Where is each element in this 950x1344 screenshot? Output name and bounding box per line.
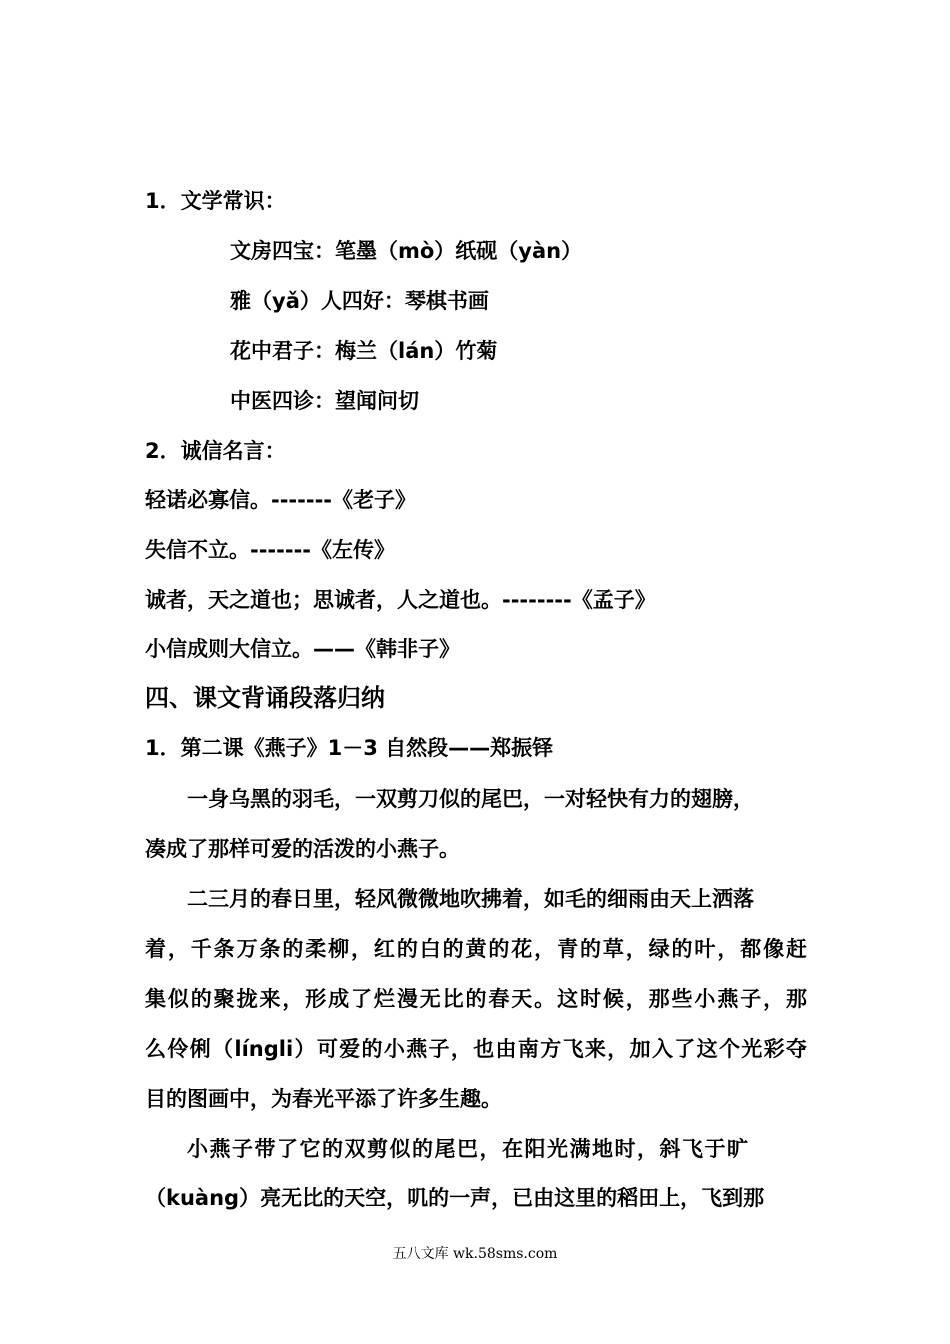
quote-line: 轻诺必寡信。-------《老子》 — [145, 488, 417, 512]
lesson-heading: 1．第二课《燕子》1－3 自然段——郑振铎 — [145, 736, 554, 760]
paragraph-line: 么伶俐（língli）可爱的小燕子，也由南方飞来，加入了这个光彩夺 — [145, 1037, 807, 1061]
paragraph-line: 着，千条万条的柔柳，红的白的黄的花，青的草，绿的叶，都像赶 — [145, 937, 807, 961]
quote-line: 失信不立。-------《左传》 — [145, 538, 396, 562]
paragraph-line: 凑成了那样可爱的活泼的小燕子。 — [145, 837, 460, 861]
quote-line: 小信成则大信立。——《韩非子》 — [145, 637, 460, 661]
literary-item: 中医四诊：望闻问切 — [230, 389, 419, 413]
paragraph-line: 小燕子带了它的双剪似的尾巴，在阳光满地时，斜飞于旷 — [187, 1137, 750, 1161]
section-heading-honesty-quotes: 2．诚信名言： — [145, 439, 286, 463]
section-title: 四、课文背诵段落归纳 — [145, 684, 385, 712]
quote-line: 诚者，天之道也；思诚者，人之道也。--------《孟子》 — [145, 588, 656, 612]
footer-watermark: 五八文库 wk.58sms.com — [392, 1246, 558, 1262]
paragraph-line: 二三月的春日里，轻风微微地吹拂着，如毛的细雨由天上洒落 — [187, 887, 754, 911]
paragraph-line: 目的图画中，为春光平添了许多生趣。 — [145, 1087, 502, 1111]
paragraph-line: 集似的聚拢来，形成了烂漫无比的春天。这时候，那些小燕子，那 — [145, 987, 807, 1011]
literary-item: 花中君子：梅兰（lán）竹菊 — [230, 339, 498, 363]
paragraph-line: 一身乌黑的羽毛，一双剪刀似的尾巴，一对轻快有力的翅膀， — [187, 787, 754, 811]
section-heading-literary-knowledge: 1．文学常识： — [145, 189, 286, 213]
literary-item: 雅（yǎ）人四好：琴棋书画 — [230, 289, 489, 313]
literary-item: 文房四宝：笔墨（mò）纸砚（yàn） — [230, 239, 583, 263]
paragraph-line: （kuàng）亮无比的天空，叽的一声，已由这里的稻田上，飞到那 — [145, 1186, 765, 1210]
